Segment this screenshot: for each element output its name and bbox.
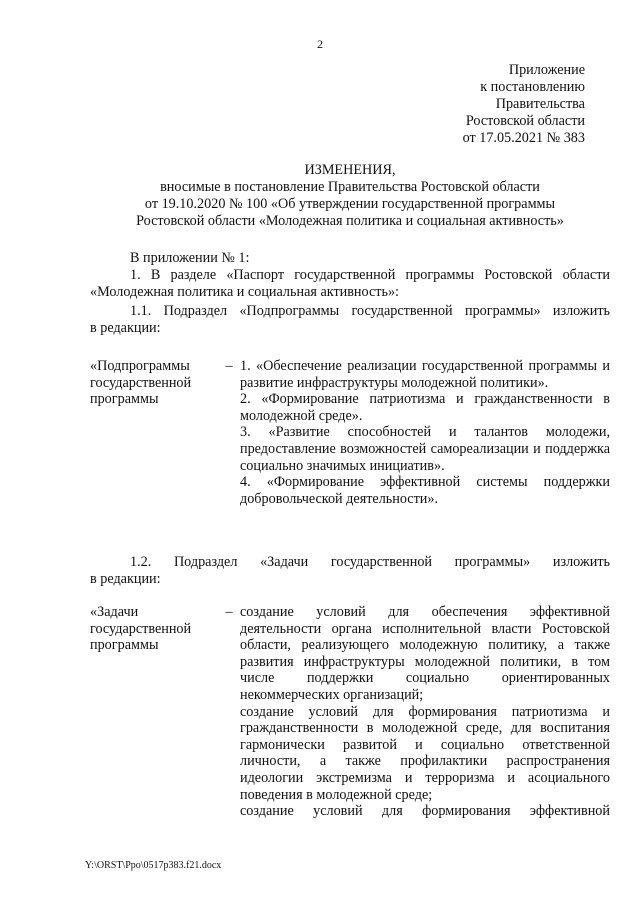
approval-line: от 17.05.2021 № 383	[462, 130, 585, 146]
point-1-2-line: в редакции:	[90, 570, 161, 587]
subprogram-item: 2. «Формирование патриотизма и гражданственности в молодежной среде».	[240, 391, 610, 424]
point-1	[90, 267, 610, 300]
subprogram-item: 4. «Формирование эффективной системы поддержки добровольческой деятельности».	[240, 474, 610, 507]
task-item: создание условий для обеспечения эффективной деятельности органа исполнительной власти Ростовской области, реализующего молодежную политику, а также развития инфраструктуры молодежной политики, в том числе поддержки социально ориентированных некоммерческих организаций;	[240, 604, 610, 703]
subprograms-label-line: программы	[90, 391, 159, 408]
point-1-1-line: 1.1. Подраздел «Подпрограммы государственной программы» изложить	[130, 303, 610, 319]
subprograms-label	[90, 358, 220, 408]
point-1-line: «Молодежная политика и социальная активность»:	[90, 283, 399, 300]
document-title	[60, 162, 640, 230]
point-1-line: 1. В разделе «Паспорт государственной программы Ростовской области	[130, 267, 610, 283]
file-path-footer: Y:\ORST\Ppo\0517p383.f21.docx	[85, 860, 222, 871]
task-item: создание условий для формирования патриотизма и гражданственности в молодежной среде, для воспитания гармонически развитой и социально ответственной личности, а также профилактики распространения идеологии экстремизма и терроризма и асоциального поведения в молодежной среде;	[240, 703, 610, 803]
tasks-label	[90, 604, 220, 654]
subprograms-list	[240, 358, 610, 507]
subprogram-item: 1. «Обеспечение реализации государственной программы и развитие инфраструктуры молодежной политики».	[240, 358, 610, 391]
intro-paragraph: В приложении № 1:	[130, 250, 250, 266]
approval-line: Ростовской области	[465, 113, 585, 129]
tasks-label-line: программы	[90, 637, 159, 654]
approval-block	[440, 62, 585, 147]
subprogram-item: 3. «Развитие способностей и талантов молодежи, предоставление возможностей самореализации и поддержка социально значимых инициатив».	[240, 424, 610, 474]
title-heading: ИЗМЕНЕНИЯ,	[304, 162, 396, 178]
point-1-2-line: 1.2. Подраздел «Задачи государственной программы» изложить	[130, 554, 610, 570]
point-1-1-line: в редакции:	[90, 319, 161, 336]
subprograms-dash: –	[225, 358, 233, 374]
tasks-label-line: государственной	[90, 620, 192, 637]
point-1-1	[90, 303, 610, 336]
approval-line: Правительства	[495, 96, 585, 112]
approval-line: Приложение	[508, 62, 585, 78]
subprograms-label-line: «Подпрограммы	[90, 358, 190, 374]
title-line: Ростовской области «Молодежная политика и социальная активность»	[136, 213, 564, 229]
tasks-label-line: «Задачи	[90, 604, 139, 620]
point-1-2	[90, 554, 610, 587]
approval-line: к постановлению	[480, 79, 585, 95]
subprograms-label-line: государственной	[90, 374, 192, 391]
task-item: создание условий для формирования эффективной	[240, 803, 610, 820]
tasks-list	[240, 604, 610, 820]
tasks-dash: –	[225, 604, 233, 620]
title-line: вносимые в постановление Правительства Ростовской области	[160, 179, 540, 195]
page-number: 2	[317, 37, 323, 51]
title-line: от 19.10.2020 № 100 «Об утверждении государственной программы	[144, 196, 556, 212]
